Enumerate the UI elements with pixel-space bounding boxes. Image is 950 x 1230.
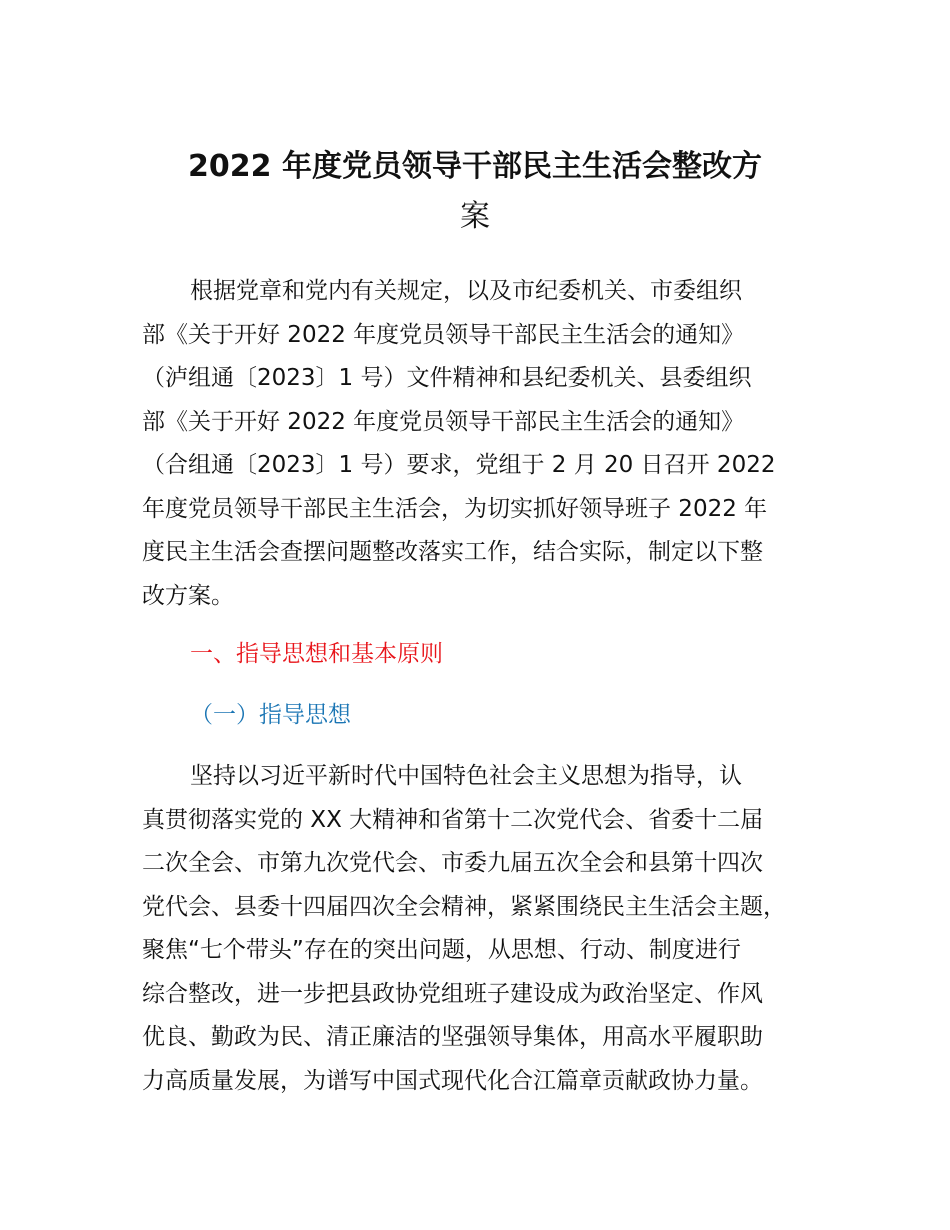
paragraph-line: 部《关于开好 2022 年度党员领导干部民主生活会的通知》 [142,321,745,348]
paragraph-line: 度民主生活会查摆问题整改落实工作，结合实际，制定以下整 [142,539,763,565]
paragraph-line: 力高质量发展，为谱写中国式现代化合江篇章贡献政协力量。 [142,1067,763,1094]
paragraph-line: 综合整改，进一步把县政协党组班子建设成为政治坚定、作风 [142,980,763,1007]
paragraph-line: 根据党章和党内有关规定，以及市纪委机关、市委组织 [190,278,742,304]
title-line-1: 2022 年度党员领导干部民主生活会整改方 [188,149,762,184]
paragraph-line: （合组通〔2023〕1 号）要求，党组于 2 月 20 日召开 2022 [142,452,776,478]
paragraph-line: 真贯彻落实党的 XX 大精神和省第十二次党代会、省委十二届 [142,806,764,833]
intro-paragraph [142,270,842,618]
paragraph-line: 二次全会、市第九次党代会、市委九届五次全会和县第十四次 [142,850,763,876]
paragraph-line: 改方案。 [142,582,234,609]
subsection-heading: （一）指导思想 [190,702,351,728]
paragraph-line: 聚焦“七个带头”存在的突出问题，从思想、行动、制度进行 [142,937,741,963]
paragraph-line: 部《关于开好 2022 年度党员领导干部民主生活会的通知》 [142,408,745,435]
paragraph-line: 优良、勤政为民、清正廉洁的坚强领导集体，用高水平履职助 [142,1024,763,1050]
paragraph-line: 坚持以习近平新时代中国特色社会主义思想为指导，认 [190,763,742,789]
paragraph-line: （泸组通〔2023〕1 号）文件精神和县纪委机关、县委组织 [142,365,752,391]
paragraph-line: 年度党员领导干部民主生活会，为切实抓好领导班子 2022 年 [142,495,768,522]
title-line-2: 案 [460,199,490,234]
section-heading: 一、指导思想和基本原则 [190,641,443,667]
document-title [120,142,830,242]
guiding-ideology-paragraph [142,755,842,1103]
paragraph-line: 党代会、县委十四届四次全会精神，紧紧围绕民主生活会主题， [142,893,786,920]
